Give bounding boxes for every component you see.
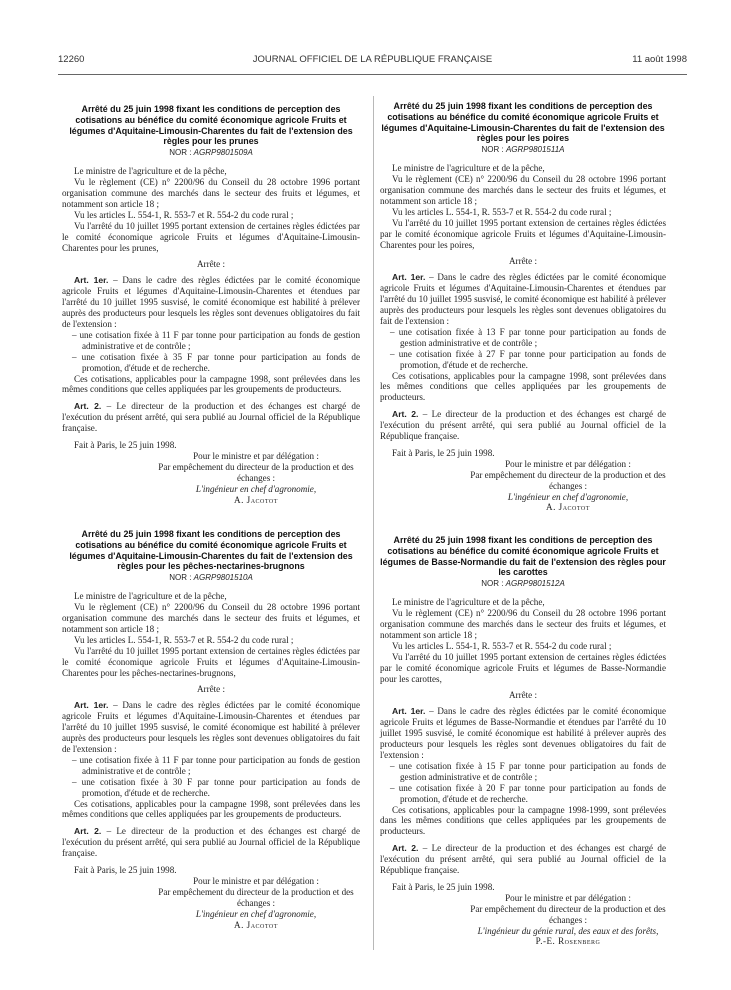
decree-carottes: [380, 535, 666, 947]
signatory-name: P.-E. Rosenberg: [535, 936, 601, 947]
empechement-line: Par empêchement du directeur de la production et des échanges :: [470, 903, 666, 925]
nor-reference: [62, 148, 360, 157]
signatory-title: [152, 484, 360, 495]
nor-code: AGRP9801510A: [193, 573, 253, 583]
cotisation-gestion: – une cotisation fixée à 11 F par tonne pour participation au fonds de gestion administrative et de contrôle ;: [72, 329, 360, 351]
nor-code: AGRP9801511A: [505, 145, 565, 155]
visa-arrete: Vu l'arrêté du 10 juillet 1995 portant extension de certaines règles édictées par le comité économique agricole Fruits et légumes de Basse-Normandie pour les carottes,: [380, 651, 666, 684]
cotisation-campaign: Ces cotisations, applicables pour la campagne 1998-1999, sont prélevées dans les mêmes conditions que celles appliquées par les groupements de producteurs.: [380, 804, 666, 837]
cotisation-promotion: – une cotisation fixée à 30 F par tonne pour participation au fonds de promotion, d'étude et de recherche.: [72, 776, 360, 798]
page-header: [58, 54, 687, 70]
article-2-label: Art. 2.: [74, 401, 102, 412]
signatory-name: A. Jacotot: [234, 919, 278, 930]
cotisation-campaign: Ces cotisations, applicables pour la campagne 1998, sont prélevées dans les mêmes conditions que celles appliquées par les groupements de producteurs.: [62, 373, 360, 395]
visa-articles: Vu les articles L. 554-1, R. 553-7 et R. 554-2 du code rural ;: [392, 640, 612, 651]
article-2-text: – Le directeur de la production et des échanges est chargé de l'exécution du présent arrêté, qui sera publié au Journal officiel de la République française.: [380, 843, 666, 876]
visa-regulation: Vu le règlement (CE) n° 2200/96 du Conseil du 28 octobre 1996 portant organisation commune des marchés dans le secteur des fruits et légumes, et notamment son article 18 ;: [380, 608, 666, 640]
nor-code: AGRP9801512A: [505, 579, 565, 589]
visa-articles: Vu les articles L. 554-1, R. 553-7 et R. 554-2 du code rural ;: [74, 634, 294, 645]
delegation-line: Pour le ministre et par délégation :: [505, 892, 631, 903]
delegation-line: Pour le ministre et par délégation :: [193, 450, 319, 461]
signatory-title: [470, 492, 666, 503]
nor-reference: [62, 573, 360, 582]
visa-regulation: Vu le règlement (CE) n° 2200/96 du Conseil du 28 octobre 1996 portant organisation commune des marchés dans le secteur des fruits et légumes, et notamment son article 18 ;: [62, 602, 360, 634]
cotisation-gestion: – une cotisation fixée à 15 F par tonne pour participation au fonds de gestion administrative et de contrôle ;: [390, 760, 666, 782]
nor-reference: [380, 579, 666, 588]
signatory-name: A. Jacotot: [234, 494, 278, 505]
page-number: 12260: [58, 54, 85, 65]
cotisation-campaign: Ces cotisations, applicables pour la campagne 1998, sont prélevées dans les mêmes conditions que celles appliquées par les groupements de producteurs.: [62, 798, 360, 820]
arrete-heading: Arrête :: [508, 256, 538, 267]
header-rule: [58, 74, 687, 75]
nor-reference: [380, 145, 666, 154]
signatory-title-text: L'ingénieur en chef d'agronomie,: [195, 483, 317, 494]
cotisation-promotion: – une cotisation fixée à 27 F par tonne pour participation au fonds de promotion, d'étude et de recherche.: [390, 348, 666, 370]
decree-poires: [380, 101, 666, 513]
empechement-line: Par empêchement du directeur de la production et des échanges :: [158, 886, 354, 908]
decree-peches: [62, 529, 360, 930]
column-divider: [373, 96, 374, 950]
visa-articles: Vu les articles L. 554-1, R. 553-7 et R. 554-2 du code rural ;: [392, 206, 612, 217]
article-1-label: Art. 1er.: [392, 706, 426, 717]
cotisation-campaign: Ces cotisations, applicables pour la campagne 1998, sont prélevées dans les mêmes conditions que celles appliquées par les groupements de producteurs.: [380, 370, 666, 403]
signatory-title-text: L'ingénieur du génie rural, des eaux et des forêts,: [477, 925, 659, 936]
signatory-title-text: L'ingénieur en chef d'agronomie,: [507, 491, 629, 502]
visa-arrete: Vu l'arrêté du 10 juillet 1995 portant extension de certaines règles édictées par le comité économique agricole Fruits et légumes d'Aquitaine-Limousin-Charentes pour les prunes,: [62, 220, 360, 253]
visa-articles: Vu les articles L. 554-1, R. 553-7 et R. 554-2 du code rural ;: [74, 209, 294, 220]
signatory-name: A. Jacotot: [546, 502, 590, 513]
cotisation-promotion: – une cotisation fixée à 35 F par tonne pour participation au fonds de promotion, d'étude et de recherche.: [72, 351, 360, 373]
nor-code: AGRP9801509A: [193, 148, 253, 158]
signing-place-date: Fait à Paris, le 25 juin 1998.: [74, 865, 177, 876]
minister-line: Le ministre de l'agriculture et de la pêche,: [392, 163, 545, 174]
issue-date: 11 août 1998: [632, 54, 687, 65]
visa-regulation: Vu le règlement (CE) n° 2200/96 du Conseil du 28 octobre 1996 portant organisation commune des marchés dans le secteur des fruits et légumes, et notamment son article 18 ;: [380, 174, 666, 206]
delegation-line: Pour le ministre et par délégation :: [193, 875, 319, 886]
nor-label: NOR :: [169, 573, 192, 583]
article-2-text: – Le directeur de la production et des échanges est chargé de l'exécution du présent arrêté, qui sera publié au Journal officiel de la République française.: [62, 826, 360, 859]
delegation-line: Pour le ministre et par délégation :: [505, 458, 631, 469]
article-1-text: – Dans le cadre des règles édictées par le comité économique agricole Fruits et légumes d'Aquitaine-Limousin-Charentes et étendues par l'arrêté du 10 juillet 1995 susvisé, le comité économique est habilité à prélever auprès des producteurs pour lesquels les règles sont devenues obligatoires du fait de l'extension :: [380, 272, 666, 326]
visa-regulation: Vu le règlement (CE) n° 2200/96 du Conseil du 28 octobre 1996 portant organisation commune des marchés dans le secteur des fruits et légumes, et notamment son article 18 ;: [62, 177, 360, 209]
article-1-label: Art. 1er.: [392, 272, 426, 283]
nor-label: NOR :: [169, 148, 192, 158]
visa-arrete: Vu l'arrêté du 10 juillet 1995 portant extension de certaines règles édictées par le comité économique agricole Fruits et légumes d'Aquitaine-Limousin-Charentes pour les poires,: [380, 217, 666, 250]
article-2-label: Art. 2.: [392, 843, 419, 854]
signing-place-date: Fait à Paris, le 25 juin 1998.: [74, 440, 177, 451]
empechement-line: Par empêchement du directeur de la production et des échanges :: [470, 469, 666, 491]
signatory-title: [470, 926, 666, 937]
decree-title: Arrêté du 25 juin 1998 fixant les conditions de perception des cotisations au bénéfice du comité économique agricole Fruits et légumes d'Aquitaine-Limousin-Charentes du fait de l'extension des règles pour les poires: [381, 101, 665, 144]
cotisation-gestion: – une cotisation fixée à 11 F par tonne pour participation au fonds de gestion administrative et de contrôle ;: [72, 754, 360, 776]
article-1: [380, 272, 666, 327]
minister-line: Le ministre de l'agriculture et de la pêche,: [74, 591, 227, 602]
decree-prunes: [62, 104, 360, 505]
cotisation-promotion: – une cotisation fixée à 20 F par tonne pour participation au fonds de promotion, d'étude et de recherche.: [390, 782, 666, 804]
cotisation-gestion: – une cotisation fixée à 13 F par tonne pour participation au fonds de gestion administrative et de contrôle ;: [390, 326, 666, 348]
article-2: [380, 409, 666, 442]
article-2: [62, 826, 360, 859]
decree-title: Arrêté du 25 juin 1998 fixant les conditions de perception des cotisations au bénéfice du comité économique agricole Fruits et légumes d'Aquitaine-Limousin-Charentes du fait de l'extension des règles pour les prunes: [69, 104, 353, 147]
nor-label: NOR :: [481, 579, 504, 589]
article-1: [62, 700, 360, 755]
article-1-text: – Dans le cadre des règles édictées par le comité économique agricole Fruits et légumes d'Aquitaine-Limousin-Charentes et étendues par l'arrêté du 10 juillet 1995 susvisé, le comité économique est habilité à prélever auprès des producteurs pour lesquels les règles sont devenues obligatoires du fait de l'extension :: [62, 275, 360, 329]
visa-arrete: Vu l'arrêté du 10 juillet 1995 portant extension de certaines règles édictées par le comité économique agricole Fruits et légumes d'Aquitaine-Limousin-Charentes pour les pêches-nectarines-brugnons,: [62, 645, 360, 678]
nor-label: NOR :: [481, 145, 504, 155]
signing-place-date: Fait à Paris, le 25 juin 1998.: [392, 447, 495, 458]
article-2: [380, 843, 666, 876]
minister-line: Le ministre de l'agriculture et de la pêche,: [74, 166, 227, 177]
journal-title: JOURNAL OFFICIEL DE LA RÉPUBLIQUE FRANÇAISE: [252, 54, 493, 65]
signatory-title: [152, 909, 360, 920]
arrete-heading: Arrête :: [196, 684, 226, 695]
article-1-label: Art. 1er.: [74, 275, 109, 286]
article-1: [380, 706, 666, 761]
article-2-text: – Le directeur de la production et des échanges est chargé de l'exécution du présent arrêté, qui sera publié au Journal officiel de la République française.: [62, 401, 360, 434]
article-2-label: Art. 2.: [74, 826, 102, 837]
arrete-heading: Arrête :: [508, 690, 538, 701]
signing-place-date: Fait à Paris, le 25 juin 1998.: [392, 881, 495, 892]
article-2: [62, 401, 360, 434]
article-1: [62, 275, 360, 330]
article-1-label: Art. 1er.: [74, 700, 109, 711]
article-2-text: – Le directeur de la production et des échanges est chargé de l'exécution du présent arrêté, qui sera publié au Journal officiel de la République française.: [380, 409, 666, 442]
empechement-line: Par empêchement du directeur de la production et des échanges :: [158, 461, 354, 483]
decree-title: Arrêté du 25 juin 1998 fixant les conditions de perception des cotisations au bénéfice du comité économique agricole Fruits et légumes de Basse-Normandie du fait de l'extension des règles pour les carottes: [380, 535, 666, 578]
minister-line: Le ministre de l'agriculture et de la pêche,: [392, 597, 545, 608]
decree-title: Arrêté du 25 juin 1998 fixant les conditions de perception des cotisations au bénéfice du comité économique agricole Fruits et légumes d'Aquitaine-Limousin-Charentes du fait de l'extension des règles pour les pêches-nectarines-brugnons: [69, 529, 353, 572]
article-1-text: – Dans le cadre des règles édictées par le comité économique agricole Fruits et légumes de Basse-Normandie et étendues par l'arrêté du 10 juillet 1995 susvisé, le comité économique est habilité à prélever auprès des producteurs pour lesquels les règles sont devenues obligatoires du fait de l'extension :: [380, 706, 666, 760]
signatory-title-text: L'ingénieur en chef d'agronomie,: [195, 908, 317, 919]
article-2-label: Art. 2.: [392, 409, 419, 420]
arrete-heading: Arrête :: [196, 259, 226, 270]
article-1-text: – Dans le cadre des règles édictées par le comité économique agricole Fruits et légumes d'Aquitaine-Limousin-Charentes et étendues par l'arrêté du 10 juillet 1995 susvisé, le comité économique est habilité à prélever auprès des producteurs pour lesquels les règles sont devenues obligatoires du fait de l'extension :: [62, 700, 360, 754]
